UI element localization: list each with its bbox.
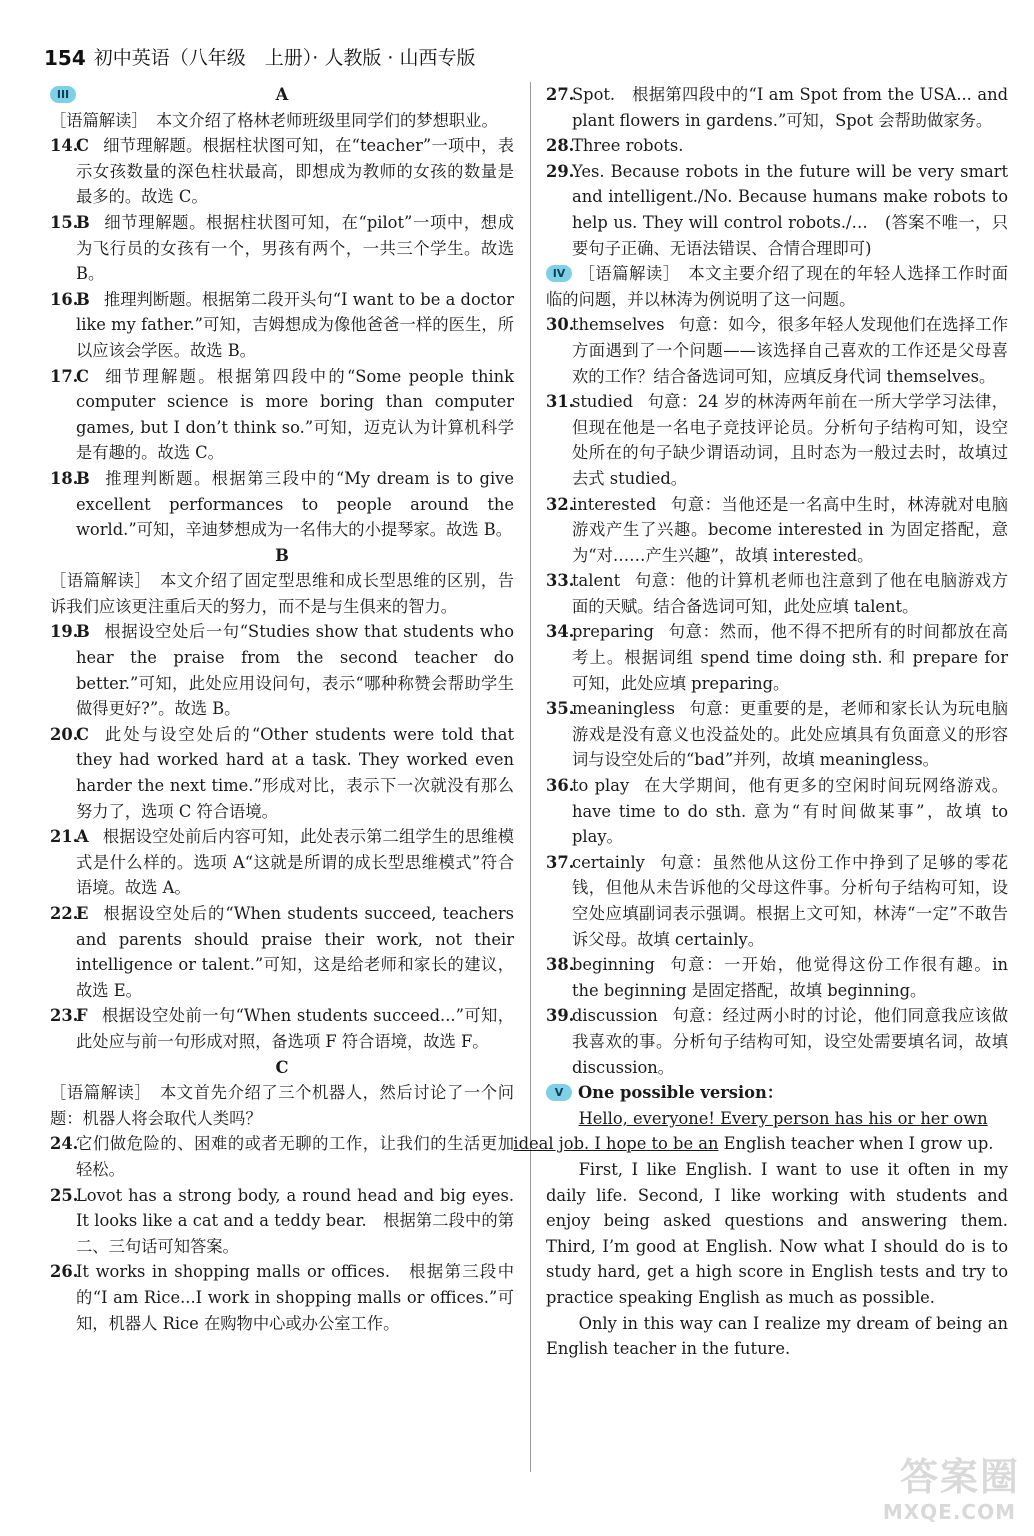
explanation-text	[76, 1003, 514, 1054]
answer-key: B	[76, 468, 90, 488]
explanation-body: 句意：经过两小时的讨论，他们同意我应该做我喜欢的事。分析句子结构可知，设空处需要填名词，故填 discussion。	[572, 1006, 1008, 1077]
explanation-text	[76, 287, 514, 364]
answer-item	[50, 619, 514, 721]
question-number: 24.	[50, 1134, 79, 1154]
explanation-body: 句意：更重要的是，老师和家长认为玩电脑游戏是没有意义也没益处的。此处应填具有负面意义的形容词与设空处后的“bad”并列，故填 meaningless。	[572, 699, 1008, 770]
explanation-body: 细节理解题。根据柱状图可知，在“pilot”一项中，想成为飞行员的女孩有一个，男孩有两个，一共三个学生。故选 B。	[76, 212, 514, 284]
answer-item	[546, 82, 1008, 133]
answer-key: themselves	[572, 315, 665, 335]
explanation-text	[572, 619, 1008, 696]
section-c-heading	[50, 1055, 514, 1081]
question-number: 22.	[50, 904, 79, 923]
answer-item	[50, 133, 514, 210]
explanation-body: 细节理解题。根据柱状图可知，在“teacher”一项中，表示女孩数量的深色柱状最高，即想成为教师的女孩的数量是最多的。故选 C。	[76, 136, 514, 207]
explanation-text	[572, 568, 1008, 619]
explanation-text	[76, 722, 514, 824]
explanation-body: Spot. 根据第四段中的“I am Spot from the USA... and plant flowers in gardens.”可知，Spot 会帮助做家务。	[572, 85, 1008, 130]
explanation-text	[572, 133, 1008, 159]
explanation-body: 句意：24 岁的林涛两年前在一所大学学习法律，但现在他是一名电子竞技评论员。分析句子结构可知，设空处所在的句子缺少谓语动词，且时态为一般过去时，故填过去式 studied。	[572, 392, 1008, 488]
answer-item	[546, 133, 1008, 159]
explanation-body: 句意：一开始，他觉得这份工作很有趣。in the beginning 是固定搭配，故填 beginning。	[572, 955, 1008, 1000]
question-number: 15.	[50, 212, 79, 232]
book-title: 初中英语（八年级 上册）· 人教版 · 山西专版	[93, 47, 476, 69]
explanation-body: 此处与设空处后的“Other students were told that they had worked hard at a task. They worked even harder the next time.”形成对比，表示下一次就没有那么努力了，选项 C 符合语境。	[76, 724, 514, 821]
explanation-text	[572, 312, 1008, 389]
answer-item	[546, 389, 1008, 491]
explanation-body: 根据设空处后一句“Studies show that students who hear the praise from the second teacher do better.”可知，此处应用设问句，表示“哪种称赞会帮助学生做得更好?”。故选 B。	[76, 622, 514, 719]
explanation-text	[76, 1259, 514, 1336]
answer-key: beginning	[572, 955, 655, 975]
page-number: 154	[44, 46, 86, 70]
text-summary: IV ［语篇解读］ 本文主要介绍了现在的年轻人选择工作时面临的问题，并以林涛为例说明了这一问题。	[546, 264, 1008, 309]
answer-item	[546, 952, 1008, 1003]
explanation-text	[572, 850, 1008, 952]
explanation-text	[76, 824, 514, 901]
section-b-heading	[50, 543, 514, 569]
answer-key: meaningless	[572, 699, 675, 719]
answer-key: F	[76, 1006, 88, 1026]
answer-item	[50, 466, 514, 543]
left-column	[50, 82, 514, 1336]
explanation-body: 句意：他的计算机老师也注意到了他在电脑游戏方面的天赋。结合备选词可知，此处应填 talent。	[572, 571, 1008, 616]
answer-list	[50, 1131, 514, 1336]
answer-item	[50, 1183, 514, 1260]
answer-key: interested	[572, 494, 657, 514]
question-number: 35.	[546, 699, 575, 719]
text-summary: ［语篇解读］ 本文介绍了格林老师班级里同学们的梦想职业。	[50, 110, 498, 130]
explanation-body: 推理判断题。根据第三段中的“My dream is to give excellent performances to people around the world.”可知，辛迪梦想成为一名伟大的小提琴家。故选 B。	[76, 468, 514, 540]
explanation-text	[76, 364, 514, 466]
answer-key: C	[76, 136, 89, 156]
answer-item	[546, 619, 1008, 696]
text-summary: ［语篇解读］ 本文首先介绍了三个机器人，然后讨论了一个问题：机器人将会取代人类吗？	[50, 1083, 514, 1128]
answer-key: preparing	[572, 622, 654, 642]
section-badge-v: V	[546, 1084, 572, 1101]
answer-item	[50, 1003, 514, 1054]
answer-key: C	[76, 724, 89, 744]
section-badge-iii: III	[50, 86, 76, 103]
answer-item	[546, 492, 1008, 569]
answer-item	[546, 312, 1008, 389]
explanation-body: 根据设空处前一句“When students succeed...”可知，此处应与前一句形成对照，备选项 F 符合语境，故选 F。	[76, 1006, 514, 1051]
explanation-text	[572, 696, 1008, 773]
explanation-text	[572, 952, 1008, 1003]
answer-key: E	[76, 904, 89, 923]
explanation-body: 细节理解题。根据第四段中的“Some people think computer science is more boring than computer games, but I don’t think so.”可知，迈克认为计算机科学是有趣的。故选 C。	[76, 366, 514, 463]
explanation-body: 句意：当他还是一名高中生时，林涛就对电脑游戏产生了兴趣。become interested in 为固定搭配，意为“对……产生兴趣”，故填 interested。	[572, 494, 1008, 565]
answer-key: discussion	[572, 1006, 658, 1026]
explanation-body: 根据设空处后的“When students succeed, teachers and parents should praise their work, not their intelligence or talent.”可知，这是给老师和家长的建议，故选 E。	[76, 904, 514, 1000]
explanation-text	[76, 133, 514, 210]
explanation-body: 句意：虽然他从这份工作中挣到了足够的零花钱，但他从未告诉他的父母这件事。分析句子结构可知，设空处应填副词表示强调。根据上文可知，林涛“一定”不敢告诉父母。故填 certainly。	[572, 852, 1008, 949]
explanation-text	[572, 492, 1008, 569]
question-number: 19.	[50, 622, 79, 642]
answer-key: certainly	[572, 852, 645, 872]
question-number: 37.	[546, 852, 575, 872]
question-number: 26.	[50, 1262, 79, 1282]
question-number: 25.	[50, 1185, 79, 1205]
column-divider	[530, 82, 531, 1472]
explanation-body: 它们做危险的、困难的或者无聊的工作，让我们的生活更加轻松。	[76, 1134, 514, 1179]
answer-item	[50, 722, 514, 824]
explanation-body: Yes. Because robots in the future will be very smart and intelligent./No. Because humans make robots to help us. They will control robots./… (答案不唯一，只要句子正确、无语法错误、合情合理即可)	[572, 161, 1008, 258]
page-header	[44, 30, 475, 70]
answer-list	[50, 619, 514, 1054]
explanation-text	[572, 389, 1008, 491]
answer-item	[546, 568, 1008, 619]
question-number: 14.	[50, 136, 79, 156]
question-number: 20.	[50, 724, 79, 744]
explanation-text	[572, 773, 1008, 850]
essay-title: V One possible version：	[546, 1080, 1008, 1106]
answer-key: talent	[572, 571, 621, 591]
section-letter: C	[275, 1057, 289, 1077]
explanation-body: Three robots.	[572, 136, 684, 156]
watermark-url: MXQE.COM	[882, 1500, 1016, 1524]
answer-item	[546, 773, 1008, 850]
answer-item	[50, 287, 514, 364]
question-number: 21.	[50, 827, 79, 847]
question-number: 23.	[50, 1006, 79, 1026]
answer-key: B	[76, 289, 90, 309]
essay-paragraph: First, I like English. I want to use it often in my daily life. Second, I like working with students and enjoy being asked questions and answering them. Third, I’m good at English. Now what I should do is to study hard, get a high score in English tests and try to practice speaking English as much as possible.	[546, 1159, 1008, 1307]
question-number: 17.	[50, 366, 79, 386]
answer-key: B	[76, 212, 90, 232]
answer-item	[546, 1003, 1008, 1080]
question-number: 38.	[546, 955, 575, 975]
question-number: 31.	[546, 392, 575, 412]
question-number: 39.	[546, 1006, 575, 1026]
explanation-text	[572, 82, 1008, 133]
explanation-text	[76, 466, 514, 543]
section-letter: B	[275, 545, 289, 565]
answer-item	[50, 210, 514, 287]
right-column	[513, 82, 1008, 1362]
explanation-body: It works in shopping malls or offices. 根据第三段中的“I am Rice...I work in shopping malls or offices.”可知，机器人 Rice 在购物中心或办公室工作。	[76, 1262, 514, 1333]
watermark-text: 答案圈	[899, 1455, 1020, 1499]
explanation-body: 句意：然而，他不得不把所有的时间都放在高考上。根据词组 spend time doing sth. 和 prepare for 可知，此处应填 preparing。	[572, 622, 1008, 693]
answer-item	[50, 824, 514, 901]
answer-item	[546, 696, 1008, 773]
question-number: 34.	[546, 622, 575, 642]
question-number: 32.	[546, 494, 575, 514]
question-number: 16.	[50, 289, 79, 309]
answer-list	[50, 133, 514, 543]
essay-paragraph: Only in this way can I realize my dream of being an English teacher in the future.	[546, 1313, 1008, 1359]
question-number: 29.	[546, 161, 575, 181]
question-number: 30.	[546, 315, 575, 335]
explanation-body: 推理判断题。根据第二段开头句“I want to be a doctor like my father.”可知，吉姆想成为像他爸爸一样的医生，所以应该会学医。故选 B。	[76, 289, 514, 360]
explanation-text	[76, 210, 514, 287]
answer-item	[546, 159, 1008, 261]
explanation-body: Lovot has a strong body, a round head and big eyes. It looks like a cat and a teddy bear. 根据第二段中的第二、三句话可知答案。	[76, 1185, 514, 1256]
explanation-text	[572, 1003, 1008, 1080]
watermark-logo	[850, 1446, 1020, 1526]
explanation-text	[572, 159, 1008, 261]
section-letter: A	[275, 85, 289, 104]
model-essay	[513, 1080, 1008, 1362]
text-summary: ［语篇解读］ 本文介绍了固定型思维和成长型思维的区别，告诉我们应该更注重后天的努力，而不是与生俱来的智力。	[50, 571, 514, 616]
question-number: 36.	[546, 776, 575, 796]
explanation-body: 在大学期间，他有更多的空闲时间玩网络游戏。have time to do sth. 意为“有时间做某事”，故填 to play。	[572, 776, 1008, 847]
essay-paragraph: Hello, everyone! Every person has his or her own ideal job. I hope to be an English teacher when I grow up.	[513, 1108, 994, 1154]
question-number: 18.	[50, 468, 79, 488]
explanation-text	[76, 1131, 514, 1182]
answer-item	[546, 850, 1008, 952]
question-number: 33.	[546, 571, 575, 591]
explanation-body: 根据设空处前后内容可知，此处表示第二组学生的思维模式是什么样的。选项 A“这就是所谓的成长型思维模式”符合语境。故选 A。	[76, 827, 514, 898]
answer-key: studied	[572, 392, 634, 412]
answer-list	[546, 82, 1008, 261]
answer-key: A	[76, 827, 89, 847]
answer-item	[50, 901, 514, 1003]
explanation-body: 句意：如今，很多年轻人发现他们在选择工作方面遇到了一个问题——该选择自己喜欢的工作还是父母喜欢的工作？结合备选词可知，应填反身代词 themselves。	[572, 315, 1008, 386]
answer-item	[50, 364, 514, 466]
answer-item	[50, 1131, 514, 1182]
section-a-heading	[50, 82, 514, 108]
answer-list	[546, 312, 1008, 1080]
answer-key: C	[76, 366, 89, 386]
question-number: 27.	[546, 85, 575, 104]
question-number: 28.	[546, 136, 575, 156]
explanation-text	[76, 619, 514, 721]
explanation-text	[76, 1183, 514, 1260]
section-badge-iv: IV	[546, 265, 572, 282]
answer-item	[50, 1259, 514, 1336]
answer-key: B	[76, 622, 90, 642]
answer-key: to play	[572, 776, 630, 796]
explanation-text	[76, 901, 514, 1003]
